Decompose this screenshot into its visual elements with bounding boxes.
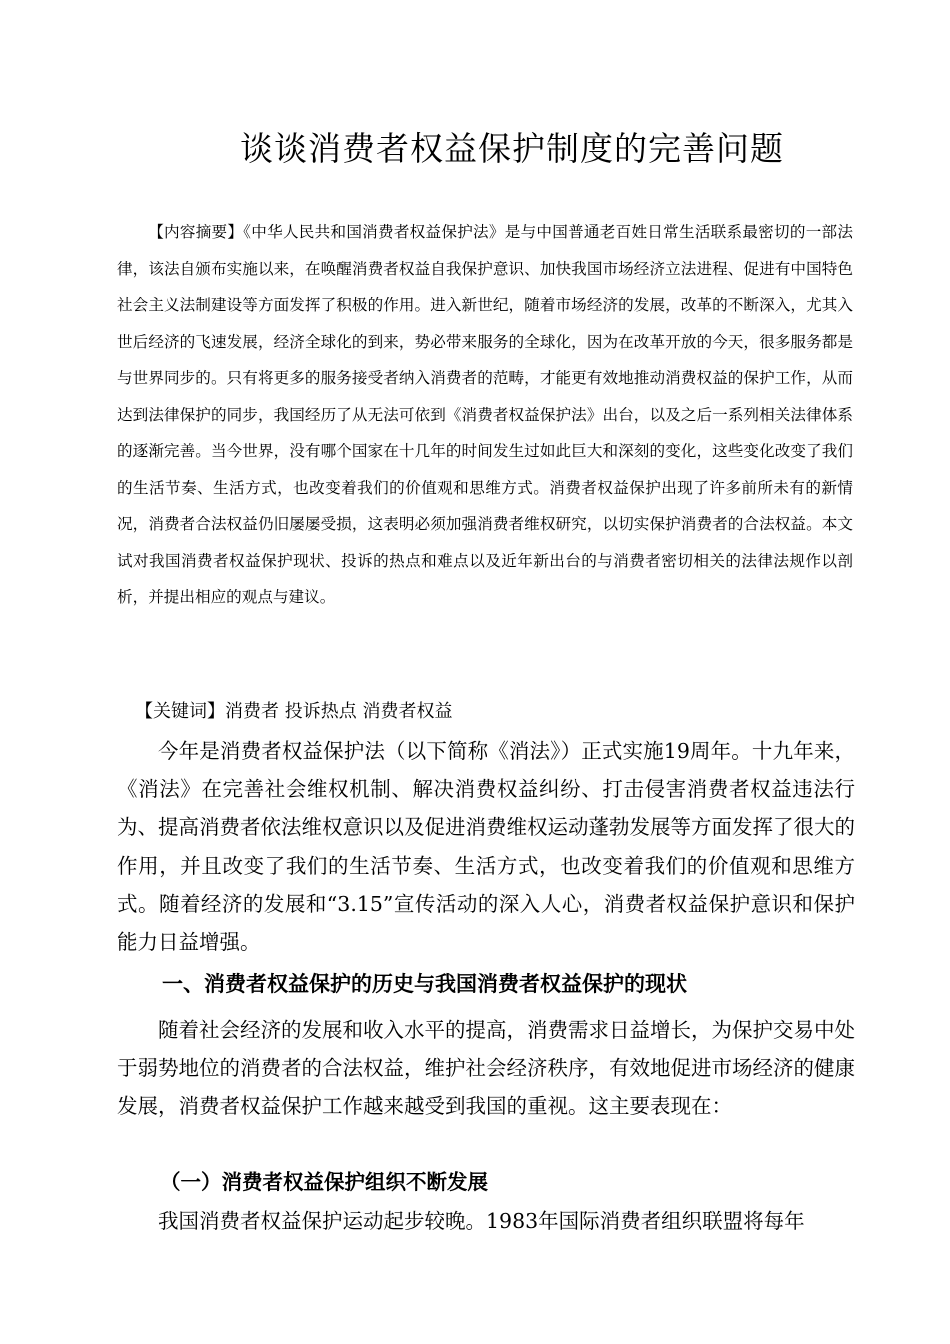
intro-paragraph: 今年是消费者权益保护法（以下简称《消法》）正式实施19周年。十九年来，《消法》在完善社会维权机制、解决消费权益纠纷、打击侵害消费者权益违法行为、提高消费者依法维权意识以及促进消费维权运动蓬勃发展等方面发挥了很大的作用，并且改变了我们的生活节奏、生活方式，也改变着我们的价值观和思维方式。随着经济的发展和“3.15”宣传活动的深入人心，消费者权益保护意识和保护能力日益增强。 bbox=[117, 739, 855, 955]
subsection-heading-1: （一）消费者权益保护组织不断发展 bbox=[160, 1170, 488, 1194]
abstract-text: 《中华人民共和国消费者权益保护法》是与中国普通老百姓日常生活联系最密切的一部法律，该法自颁布实施以来，在唤醒消费者权益自我保护意识、加快我国市场经济立法进程、促进有中国特色社会主义法制建设等方面发挥了积极的作用。进入新世纪，随着市场经济的发展，改革的不断深入，尤其入世后经济的飞速发展，经济全球化的到来，势必带来服务的全球化，因为在改革开放的今天，很多服务都是与世界同步的。只有将更多的服务接受者纳入消费者的范畴，才能更有效地推动消费权益的保护工作，从而达到法律保护的同步，我国经历了从无法可依到《消费者权益保护法》出台，以及之后一系列相关法律体系的逐渐完善。当今世界，没有哪个国家在十几年的时间发生过如此巨大和深刻的变化，这些变化改变了我们的生活节奏、生活方式，也改变着我们的价值观和思维方式。消费者权益保护出现了许多前所未有的新情况，消费者合法权益仍旧屡屡受损，这表明必须加强消费者维权研究，以切实保护消费者的合法权益。本文试对我国消费者权益保护现状、投诉的热点和难点以及近年新出台的与消费者密切相关的法律法规作以剖析，并提出相应的观点与建议。 bbox=[117, 223, 853, 606]
section-1-paragraph: 随着社会经济的发展和收入水平的提高，消费需求日益增长，为保护交易中处于弱势地位的消费者的合法权益，维护社会经济秩序，有效地促进市场经济的健康发展，消费者权益保护工作越来越受到我国的重视。这主要表现在： bbox=[117, 1018, 855, 1119]
subsection-1-paragraph: 我国消费者权益保护运动起步较晚。1983年国际消费者组织联盟将每年 bbox=[158, 1209, 805, 1233]
keywords-text: 消费者 投诉热点 消费者权益 bbox=[225, 701, 453, 722]
abstract-paragraph bbox=[117, 214, 853, 616]
keywords-line bbox=[117, 694, 853, 730]
abstract-label: 【内容摘要】 bbox=[148, 223, 244, 241]
document-title: 谈谈消费者权益保护制度的完善问题 bbox=[240, 129, 784, 168]
keywords-label: 【关键词】 bbox=[135, 701, 225, 722]
section-heading-1: 一、消费者权益保护的历史与我国消费者权益保护的现状 bbox=[162, 972, 687, 996]
abstract-block bbox=[117, 214, 853, 616]
